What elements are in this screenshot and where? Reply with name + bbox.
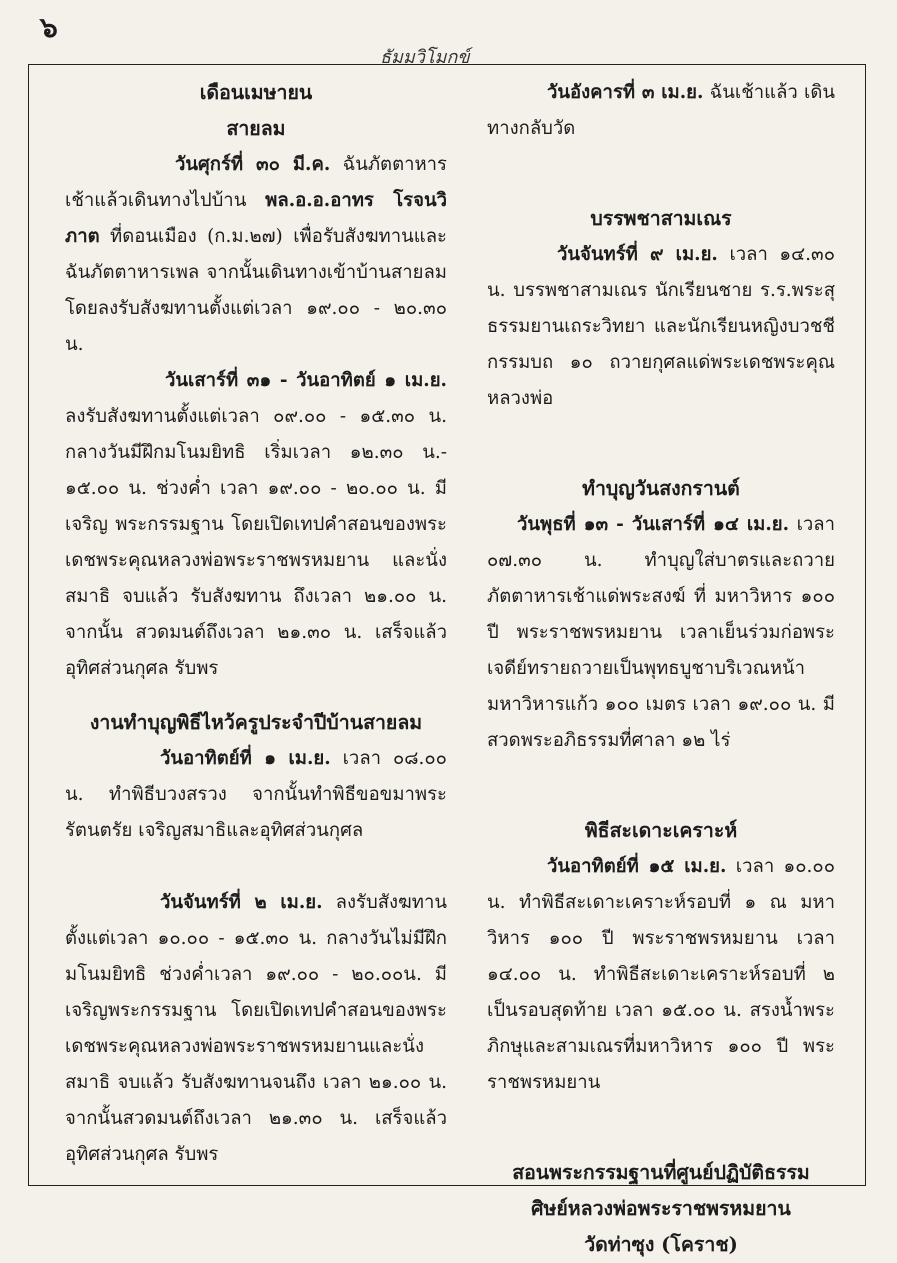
practice-center-heading-3: วัดท่าซุง (โคราช): [584, 1233, 738, 1256]
songkran-lead: วันพุธที่ ๑๓ - วันเสาร์ที่ ๑๔ เม.ย.: [517, 514, 790, 535]
monday-9-text: บรรพชาสามเณร นักเรียนชาย ร.ร.พระสุธรรมยานเถระวิทยา และนักเรียนหญิงบวชชีกรรมบถ ๑๐ ถวายกุศลแด่พระเดชพระคุณหลวงพ่อ: [487, 280, 835, 409]
monday-2-text: ลงรับสังฆทานตั้งแต่เวลา ๑๐.๐๐ - ๑๕.๓๐ น. กลางวันไม่มีฝึกมโนมยิทธิ ช่วงค่ำเวลา ๑๙.๐๐ - ๒๐.๐๐น. มีเจริญพระกรรมฐาน โดยเปิดเทปคำสอนของพระเดชพระคุณหลวงพ่อพระราชพรหมยานและนั่งสมาธิ จบแล้ว รับสังฆทานจนถึง เวลา ๒๑.๐๐ น. จากนั้นสวดมนต์ถึงเวลา ๒๑.๓๐ น. เสร็จแล้วอุทิศส่วนกุศล รับพร: [65, 892, 447, 1165]
monday-2-lead: วันจันทร์ที่ ๒ เม.ย.: [160, 892, 323, 913]
page-number: ๖: [40, 11, 58, 44]
month-heading: เดือนเมษายน: [199, 81, 313, 104]
running-head: ธัมมวิโมกข์: [380, 47, 470, 68]
monday-9-lead: วันจันทร์ที่ ๙ เม.ย.: [557, 244, 718, 265]
sunday-15-entry: [487, 849, 835, 1101]
monday-9-time: เวลา ๑๔.๓๐ น.: [487, 244, 835, 301]
friday-text: ฉันภัตตาหารเช้าแล้วเดินทางไปบ้าน: [65, 154, 447, 211]
sado-heading: พิธีสะเดาะเคราะห์: [584, 819, 738, 842]
section-heading-saiyalom: สายลม: [226, 117, 286, 140]
ordination-heading: บรรพชาสามเณร: [590, 207, 732, 230]
sunday-1-text: ทำพิธีบวงสรวง จากนั้นทำพิธีขอขมาพระรัตนตรัย เจริญสมาธิและอุทิศส่วนกุศล: [65, 784, 447, 841]
songkran-heading: ทำบุญวันสงกรานต์: [582, 477, 740, 500]
sunday-15-lead: วันอาทิตย์ที่ ๑๕ เม.ย.: [547, 856, 727, 877]
songkran-entry: [487, 507, 835, 759]
saturday-entry: [65, 363, 447, 687]
practice-center-heading-2: ศิษย์หลวงพ่อพระราชพรหมยาน: [531, 1197, 791, 1220]
practice-center-heading-1: สอนพระกรรมฐานที่ศูนย์ปฏิบัติธรรม: [512, 1161, 810, 1184]
sunday-1-lead: วันอาทิตย์ที่ ๑ เม.ย.: [160, 748, 331, 769]
sunday-1-entry: [65, 741, 447, 849]
friday-rest: ที่ดอนเมือง (ก.ม.๒๗) เพื่อรับสังฆทานและฉันภัตตาหารเพล จากนั้นเดินทางเข้าบ้านสายลม โดยลงรับสังฆทานตั้งแต่เวลา ๑๙.๐๐ - ๒๐.๓๐ น.: [65, 226, 447, 355]
wai-khru-heading: งานทำบุญพิธีไหว้ครูประจำปีบ้านสายลม: [89, 711, 423, 734]
tuesday-text-2: เดินทางกลับวัด: [487, 82, 835, 139]
tuesday-text: ฉันเช้าแล้ว: [709, 82, 798, 103]
monday-9-entry: [487, 237, 835, 417]
friday-entry: [65, 147, 447, 363]
content-frame: [28, 64, 866, 1256]
sunday-15-text: ทำพิธีสะเดาะเคราะห์รอบที่ ๑ ณ มหาวิหาร ๑๐๐ ปี พระราชพรหมยาน เวลา ๑๔.๐๐ น. ทำพิธีสะเดาะเคราะห์รอบที่ ๒ เป็นรอบสุดท้าย เวลา ๑๕.๐๐ น. สรงน้ำพระภิกษุและสามเณรที่มหาวิหาร ๑๐๐ ปี พระราชพรหมยาน: [487, 892, 835, 1093]
saturday-lead: วันเสาร์ที่ ๓๑ - วันอาทิตย์ ๑ เม.ย.: [165, 370, 447, 391]
tuesday-lead: วันอังคารที่ ๓ เม.ย.: [547, 82, 704, 103]
sunday-1-time: เวลา ๐๘.๐๐ น.: [65, 748, 447, 805]
friday-host-name: พล.อ.อ.อาทร โรจนวิภาต: [65, 190, 447, 247]
saturday-text: ลงรับสังฆทานตั้งแต่เวลา ๐๙.๐๐ - ๑๕.๓๐ น. กลางวันมีฝึกมโนมยิทธิ เริ่มเวลา ๑๒.๓๐ น.- ๑๕.๐๐ น. ช่วงค่ำ เวลา ๑๙.๐๐ - ๒๐.๐๐ น. มีเจริญ พระกรรมฐาน โดยเปิดเทปคำสอนของพระเดชพระคุณหลวงพ่อพระราชพรหมยาน และนั่งสมาธิ จบแล้ว รับสังฆทาน ถึงเวลา ๒๑.๐๐ น. จากนั้น สวดมนต์ถึงเวลา ๒๑.๓๐ น. เสร็จแล้วอุทิศส่วนกุศล รับพร: [65, 406, 447, 679]
left-column: [29, 65, 467, 1185]
tuesday-entry: [487, 75, 835, 147]
monday-2-entry: [65, 885, 447, 1173]
right-column: [467, 65, 865, 1256]
friday-lead: วันศุกร์ที่ ๓๐ มี.ค.: [175, 154, 331, 175]
sunday-15-time: เวลา ๑๐.๐๐ น.: [487, 856, 835, 913]
songkran-text: เวลา ๐๗.๓๐ น. ทำบุญใส่บาตรและถวายภัตตาหารเช้าแด่พระสงฆ์ ที่ มหาวิหาร ๑๐๐ ปี พระราชพรหมยาน เวลาเย็นร่วมก่อพระเจดีย์ทรายถวายเป็นพุทธบูชาบริเวณหน้ามหาวิหารแก้ว ๑๐๐ เมตร เวลา ๑๙.๐๐ น. มีสวดพระอภิธรรมที่ศาลา ๑๒ ไร่: [487, 514, 836, 751]
